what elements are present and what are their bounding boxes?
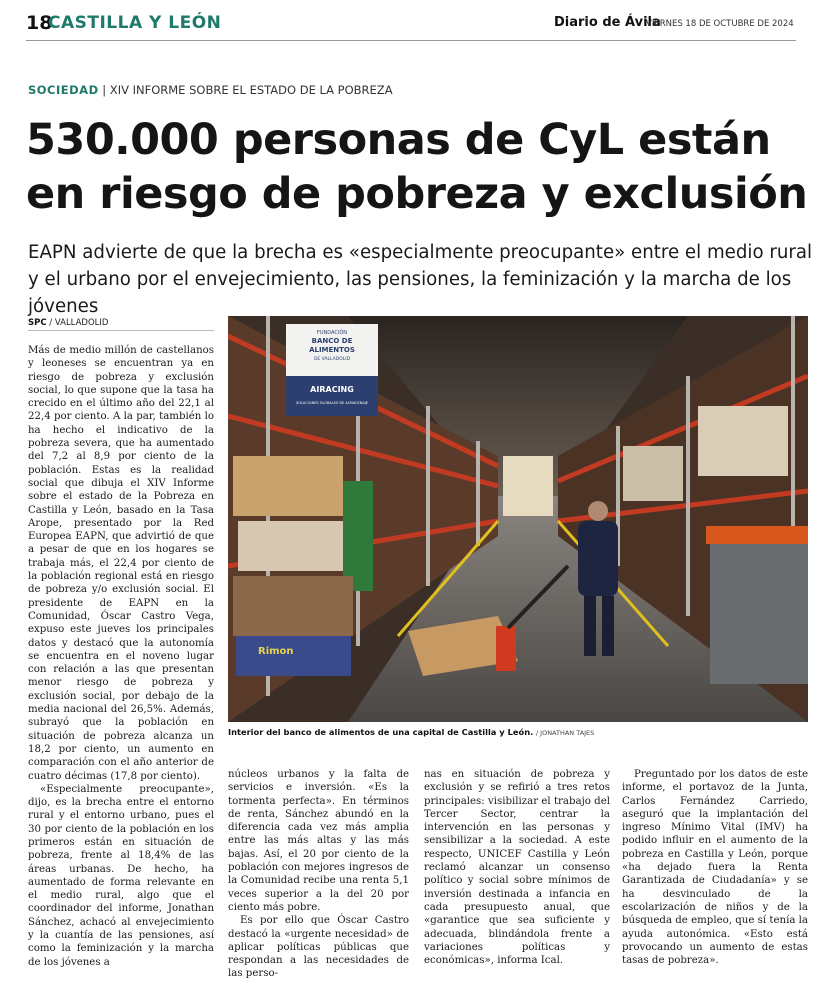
- article-column-1: [28, 344, 214, 969]
- article-column-2: [228, 768, 409, 981]
- section-title: CASTILLA Y LEÓN: [48, 13, 222, 33]
- byline: [28, 318, 108, 328]
- paragraph: núcleos urbanos y la falta de servicios e inversión. «Es la tormenta perfecta». En términos de renta, Sánchez abundó en la diferencia cada vez más amplia entre las más altas y las más bajas. Así, el 20 por ciento de la población con mejores ingresos de la Comunidad recibe una renta 5,1 veces superior a la del 20 por ciento más pobre.: [228, 769, 409, 913]
- kicker-topic: | XIV INFORME SOBRE EL ESTADO DE LA POBREZA: [102, 83, 393, 97]
- newspaper-name: Diario de Ávila: [554, 15, 661, 30]
- sign-sponsor-sub: SOLUCIONES GLOBALES DE ALMACENAJE: [296, 401, 368, 405]
- paragraph: Es por ello que Óscar Castro destacó la «urgente necesidad» de aplicar políticas públicas que respondan a las necesidades de las perso-: [228, 915, 409, 980]
- sign-line-2: BANCO DE: [311, 337, 353, 345]
- sign-line-4: DE VALLADOLID: [313, 357, 351, 362]
- paragraph: nas en situación de pobreza y exclusión y se refirió a tres retos principales: visibilizar el trabajo del Tercer Sector, centrar la intervención en las personas y sensibilizar a la sociedad. A este respecto, UNICEF Castilla y León reclamó alcanzar un consenso político y social sobre mínimos de inversión destinada a infancia en cada presupuesto anual, que «garantice que sea suficiente y adecuada, blindándola frente a variaciones políticas y económicas», informa Ical.: [424, 769, 610, 967]
- header-divider: [26, 40, 796, 41]
- issue-date: VIERNES 18 DE OCTUBRE DE 2024: [646, 19, 794, 29]
- photo-credit: / JONATHAN TAJES: [535, 729, 595, 737]
- kicker: [28, 83, 393, 97]
- article-column-3: [424, 768, 610, 967]
- kicker-section: SOCIEDAD: [28, 83, 99, 97]
- byline-agency: SPC: [28, 318, 47, 328]
- paragraph: Más de medio millón de castellanos y leoneses se encuentran ya en riesgo de pobreza y exclusión social, lo que supone que la tasa ha crecido en el último año del 22,1 al 22,4 por ciento. A la par, también lo ha hecho el indicativo de la pobreza severa, que ha aumentado del 7,2 al 8,9 por ciento de la población. Estas es la realidad social que dibuja el XIV Informe sobre el estado de la Pobreza en Castilla y León, basado en la Tasa Arope, presentado por la Red Europea EAPN, que advirtió de que a pesar de que en los hogares se trabaja más, el 22,4 por ciento de la población regional está en riesgo de pobreza y/o exclusión social. El presidente de EAPN en la Comunidad, Óscar Castro Vega, expuso este jueves los principales datos y destacó que la autonomía se encuentra en el noveno lugar con relación a las que presentan menor riesgo de pobreza y exclusión social, por debajo de la media nacional del 26,5%. Además, subrayó que la población en situación de pobreza alcanza un 18,2 por ciento, un aumento en comparación con el año anterior de cuatro décimas (17,8 por ciento).: [28, 345, 214, 782]
- byline-place: / VALLADOLID: [49, 318, 109, 328]
- sign-line-1: FUNDACIÓN: [316, 330, 348, 336]
- subheadline: EAPN advierte de que la brecha es «especialmente preocupante» entre el medio rural y el urbano por el envejecimiento, las pensiones, la feminización y la marcha de los jóvenes: [28, 242, 813, 317]
- sign-sponsor: AIRACING: [310, 385, 354, 394]
- caption-text: Interior del banco de alimentos de una capital de Castilla y León.: [228, 727, 534, 737]
- page-number: 18: [26, 12, 53, 34]
- article-column-4: [622, 768, 808, 967]
- byline-divider: [28, 330, 214, 331]
- article-photo: [228, 316, 808, 722]
- sign-line-3: ALIMENTOS: [309, 346, 355, 354]
- photo-caption: [228, 727, 808, 737]
- headline: 530.000 personas de CyL están en riesgo de pobreza y exclusión: [26, 115, 808, 219]
- paragraph: «Especialmente preocupante», dijo, es la brecha entre el entorno rural y el entorno urbano, pues el 30 por ciento de la población en los primeros están en situación de pobreza, frente al 18,4% de las áreas urbanas. De hecho, ha aumentado de forma relevante en el medio rural, algo que el coordinador del informe, Jonathan Sánchez, achacó al envejecimiento y la cuantía de las pensiones, así como la feminización y la marcha de los jóvenes a: [28, 783, 214, 968]
- box-label: Rimon: [258, 646, 294, 657]
- warehouse-photo-illustration: [228, 316, 808, 722]
- paragraph: Preguntado por los datos de este informe, el portavoz de la Junta, Carlos Fernández Carriedo, aseguró que la implantación del ingreso Mínimo Vital (IMV) ha podido influir en el aumento de la pobreza en Castilla y León, porque «ha dejado fuera la Renta Garantizada de Ciudadanía» y se ha desvinculado de la escolarización de niños y de la búsqueda de empleo, que sí tenía la ayuda autonómica. «Esto está provocando un aumento de estas tasas de pobreza».: [622, 769, 808, 967]
